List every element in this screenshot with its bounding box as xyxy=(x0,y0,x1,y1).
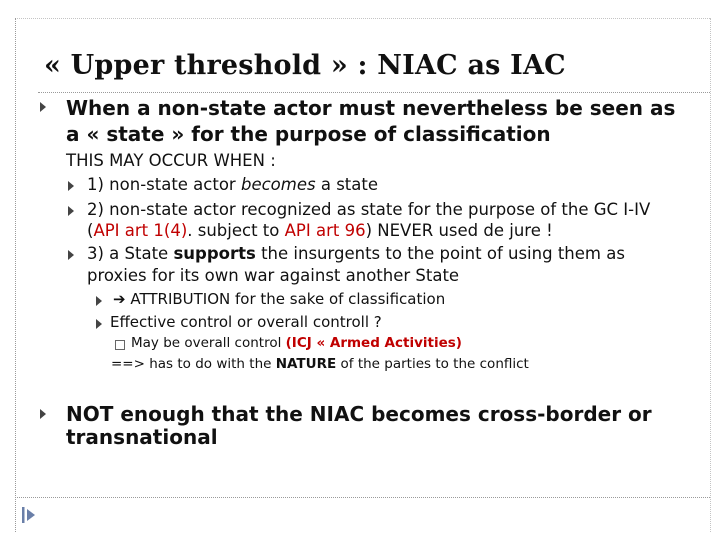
point2-line2: transnational xyxy=(66,425,218,449)
footer-divider xyxy=(15,497,710,498)
case2-line1: 2) non-state actor recognized as state for the purpose of the GC I-IV xyxy=(87,200,651,219)
frame-top-rule xyxy=(15,18,710,19)
attribution-item: ➔ ATTRIBUTION for the sake of classification xyxy=(113,290,446,308)
case3-line1: 3) a State supports the insurgents to the point of using them as xyxy=(87,244,625,263)
title-divider xyxy=(38,92,710,93)
point2-line1: NOT enough that the NIAC becomes cross-border or xyxy=(66,402,652,426)
bullet-arrow-icon xyxy=(96,319,102,329)
bullet-arrow-icon xyxy=(96,296,102,306)
control-question: Effective control or overall controll ? xyxy=(110,313,382,331)
overall-control-note: May be overall control (ICJ « Armed Activities) xyxy=(131,335,462,351)
slide-title: « Upper threshold » : NIAC as IAC xyxy=(44,50,566,81)
nature-note: ==> has to do with the NATURE of the parties to the conflict xyxy=(111,356,529,372)
bullet-arrow-icon xyxy=(68,181,74,191)
point1-line2: a « state » for the purpose of classification xyxy=(66,122,551,146)
frame-left-rule xyxy=(15,18,16,532)
bullet-arrow-icon xyxy=(68,250,74,260)
checkbox-bullet-icon xyxy=(115,340,125,350)
frame-right-rule xyxy=(710,18,711,532)
case3-line2: proxies for its own war against another State xyxy=(87,266,460,285)
slide-nav-icon[interactable] xyxy=(20,505,40,525)
bullet-arrow-icon xyxy=(40,409,46,419)
bullet-arrow-icon xyxy=(40,102,46,112)
right-arrow-icon: ➔ xyxy=(113,290,126,308)
case2-line2: (API art 1(4). subject to API art 96) NEVER used de jure ! xyxy=(87,221,553,240)
intro-text: THIS MAY OCCUR WHEN : xyxy=(66,151,276,170)
bullet-arrow-icon xyxy=(68,206,74,216)
point1-line1: When a non-state actor must nevertheless be seen as xyxy=(66,96,676,120)
case1-text: 1) non-state actor becomes a state xyxy=(87,175,378,194)
